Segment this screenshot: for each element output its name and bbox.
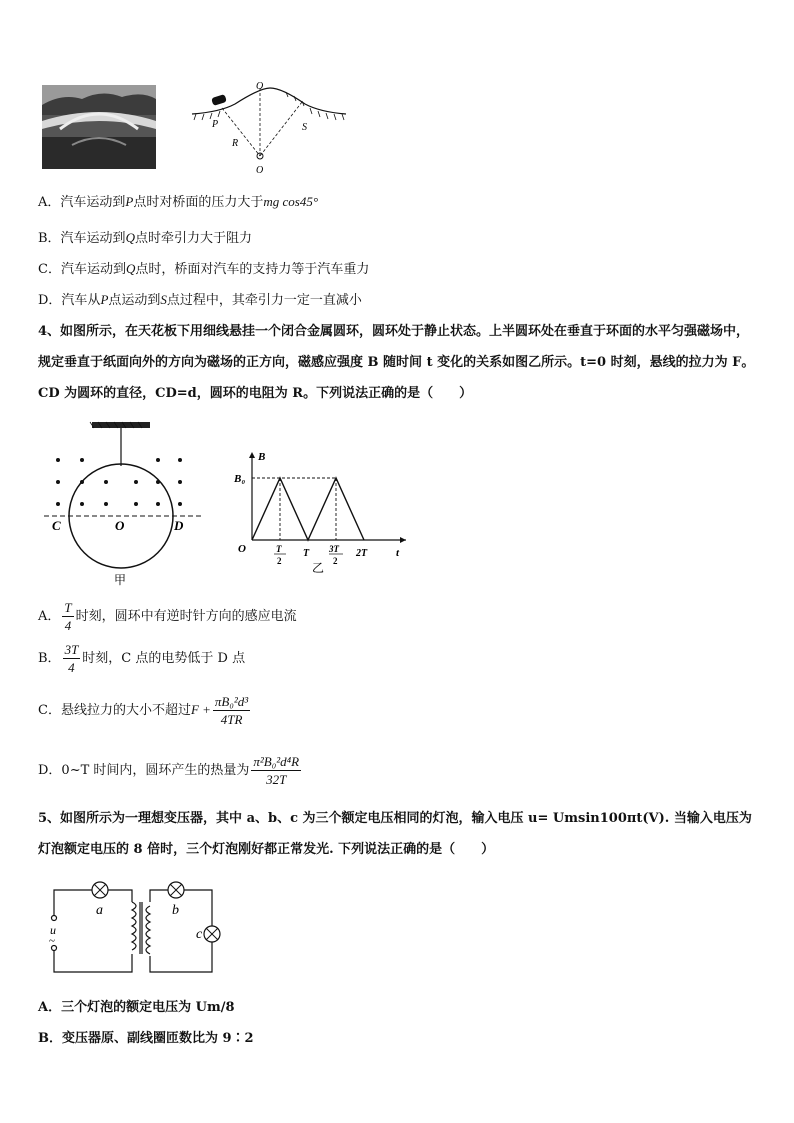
b-t-graph-line bbox=[252, 478, 364, 540]
q3-option-a: A．汽车运动到P点时对桥面的压力大于mg cos45° bbox=[38, 194, 319, 210]
circuit-label-u: u bbox=[50, 923, 56, 937]
yi-origin: O bbox=[238, 543, 246, 555]
circuit-label-b: b bbox=[172, 903, 179, 918]
q4-option-a: A． $\frac{T}{4}$ 时刻，圆环中有逆时针方向的感应电流 bbox=[38, 600, 297, 633]
q5-option-b: B．变压器原、副线圈匝数比为 9∶2 bbox=[38, 1031, 254, 1046]
yi-axis-t: t bbox=[396, 547, 400, 559]
q5-stem: 5、如图所示为一理想变压器，其中 a、b、c 为三个额定电压相同的灯泡，输入电压 u= Umsin100πt(V). 当输入电压为灯泡额定电压的 8 倍时，三个灯泡刚好都正常发光. 下列说法正确的是（ ） bbox=[38, 811, 752, 857]
jia-label-d: D bbox=[174, 518, 184, 533]
figure-jia bbox=[40, 420, 210, 590]
q4-stem: 4、如图所示，在天花板下用细线悬挂一个闭合金属圆环，圆环处于静止状态。上半圆环处在垂直于环面的水平匀强磁场中，规定垂直于纸面向外的方向为磁场的正方向，磁感应强度 B 随时间 t 变化的关系如图乙所示。t=0 时刻，悬线的拉力为 F。CD 为圆环的直径，CD=d，圆环的电阻为 R。下列说法正确的是（ ） bbox=[38, 324, 755, 401]
q4-option-c: C．悬线拉力的大小不超过F + $\frac{\text{πB₀²d³}}{4TR}$ bbox=[38, 694, 249, 727]
q4-option-d: D．0~T 时间内，圆环产生的热量为 $\frac{\text{π²B₀²d⁴R}}{32T}$ bbox=[38, 754, 300, 787]
yi-tick-t-half-d: 2 bbox=[277, 556, 282, 566]
label-r: R bbox=[232, 138, 239, 149]
yi-tick-3t-half-n: 3T bbox=[329, 544, 339, 554]
yi-caption: 乙 bbox=[312, 561, 325, 573]
yi-tick-3t-half-d: 2 bbox=[333, 556, 338, 566]
bridge-photo bbox=[42, 85, 156, 169]
bridge-diagram bbox=[190, 80, 350, 175]
q3-option-c: C．汽车运动到Q点时，桥面对汽车的支持力等于汽车重力 bbox=[38, 261, 370, 277]
yi-tick-2t: 2T bbox=[356, 548, 368, 559]
yi-b0: B₀ bbox=[234, 473, 246, 485]
q4-option-b: B． $\frac{3T}{4}$ 时刻，C 点的电势低于 D 点 bbox=[38, 642, 246, 675]
jia-caption: 甲 bbox=[114, 573, 127, 587]
yi-axis-b: B bbox=[258, 451, 266, 463]
circuit-label-c: c bbox=[196, 927, 203, 942]
transformer-circuit bbox=[40, 880, 230, 980]
circuit-label-tilde: ~ bbox=[49, 935, 55, 947]
q3-option-b: B．汽车运动到Q点时牵引力大于阻力 bbox=[38, 230, 252, 246]
label-o-top: O bbox=[256, 81, 264, 92]
jia-label-o: O bbox=[115, 518, 125, 533]
label-s: S bbox=[302, 122, 307, 133]
q3-option-d: D．汽车从P点运动到S点过程中，其牵引力一定一直减小 bbox=[38, 292, 362, 308]
label-o-bottom: O bbox=[256, 165, 264, 175]
car-icon bbox=[211, 94, 227, 106]
figure-yi bbox=[228, 448, 413, 573]
yi-tick-t: T bbox=[303, 548, 310, 559]
jia-label-c: C bbox=[52, 518, 61, 533]
label-p: P bbox=[212, 119, 219, 130]
circuit-label-a: a bbox=[96, 903, 103, 918]
yi-tick-t-half-n: T bbox=[276, 544, 282, 554]
q5-option-a: A．三个灯泡的额定电压为 Um/8 bbox=[38, 1000, 235, 1015]
